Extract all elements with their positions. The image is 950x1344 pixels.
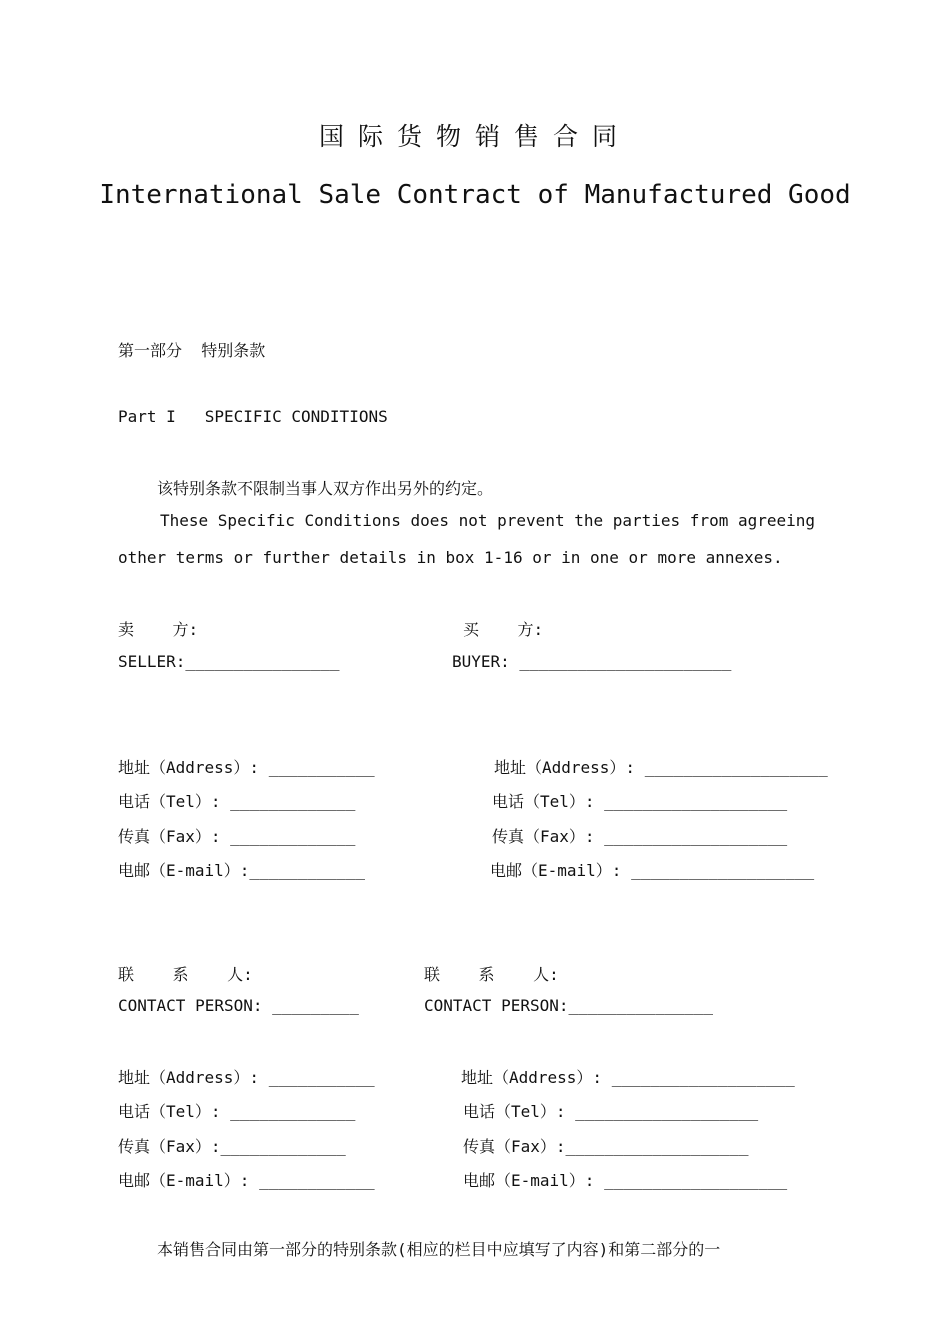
buyer-fax-field[interactable]: 传真（Fax）: ___________________ bbox=[492, 827, 788, 846]
part1-heading-cn: 第一部分 特别条款 bbox=[118, 341, 266, 360]
buyer-contact-label-cn: 联 系 人: bbox=[424, 965, 559, 984]
seller-contact-person-field[interactable]: CONTACT PERSON: _________ bbox=[118, 996, 359, 1015]
buyer-contact-tel-field[interactable]: 电话（Tel）: ___________________ bbox=[463, 1102, 759, 1121]
buyer-email-field[interactable]: 电邮（E-mail）: ___________________ bbox=[490, 861, 815, 880]
part1-heading-en: Part I SPECIFIC CONDITIONS bbox=[118, 407, 388, 426]
buyer-label-cn: 买 方: bbox=[463, 620, 544, 639]
buyer-address-field[interactable]: 地址（Address）: ___________________ bbox=[494, 758, 828, 777]
buyer-contact-fax-field[interactable]: 传真（Fax）:___________________ bbox=[463, 1137, 749, 1156]
seller-contact-email-field[interactable]: 电邮（E-mail）: ____________ bbox=[118, 1171, 375, 1190]
intro-en-line1: These Specific Conditions does not prevent the parties from agreeing bbox=[160, 511, 816, 530]
seller-fax-field[interactable]: 传真（Fax）: _____________ bbox=[118, 827, 356, 846]
seller-label-cn: 卖 方: bbox=[118, 620, 199, 639]
seller-email-field[interactable]: 电邮（E-mail）:____________ bbox=[118, 861, 366, 880]
seller-contact-label-cn: 联 系 人: bbox=[118, 965, 253, 984]
document-title-cn: 国际货物销售合同 bbox=[318, 122, 631, 151]
buyer-contact-email-field[interactable]: 电邮（E-mail）: ___________________ bbox=[463, 1171, 788, 1190]
seller-contact-tel-field[interactable]: 电话（Tel）: _____________ bbox=[118, 1102, 356, 1121]
closing-paragraph: 本销售合同由第一部分的特别条款(相应的栏目中应填写了内容)和第二部分的一 bbox=[157, 1240, 721, 1259]
buyer-contact-address-field[interactable]: 地址（Address）: ___________________ bbox=[461, 1068, 795, 1087]
document-title-en: International Sale Contract of Manufactured Good bbox=[99, 180, 851, 210]
intro-en-line2: other terms or further details in box 1-16 or in one or more annexes. bbox=[118, 548, 783, 567]
buyer-contact-person-field[interactable]: CONTACT PERSON:_______________ bbox=[424, 996, 713, 1015]
seller-contact-address-field[interactable]: 地址（Address）: ___________ bbox=[118, 1068, 375, 1087]
seller-name-field[interactable]: SELLER:________________ bbox=[118, 652, 340, 671]
seller-tel-field[interactable]: 电话（Tel）: _____________ bbox=[118, 792, 356, 811]
buyer-name-field[interactable]: BUYER: ______________________ bbox=[452, 652, 732, 671]
seller-address-field[interactable]: 地址（Address）: ___________ bbox=[118, 758, 375, 777]
buyer-tel-field[interactable]: 电话（Tel）: ___________________ bbox=[492, 792, 788, 811]
intro-cn: 该特别条款不限制当事人双方作出另外的约定。 bbox=[157, 479, 494, 498]
seller-contact-fax-field[interactable]: 传真（Fax）:_____________ bbox=[118, 1137, 346, 1156]
